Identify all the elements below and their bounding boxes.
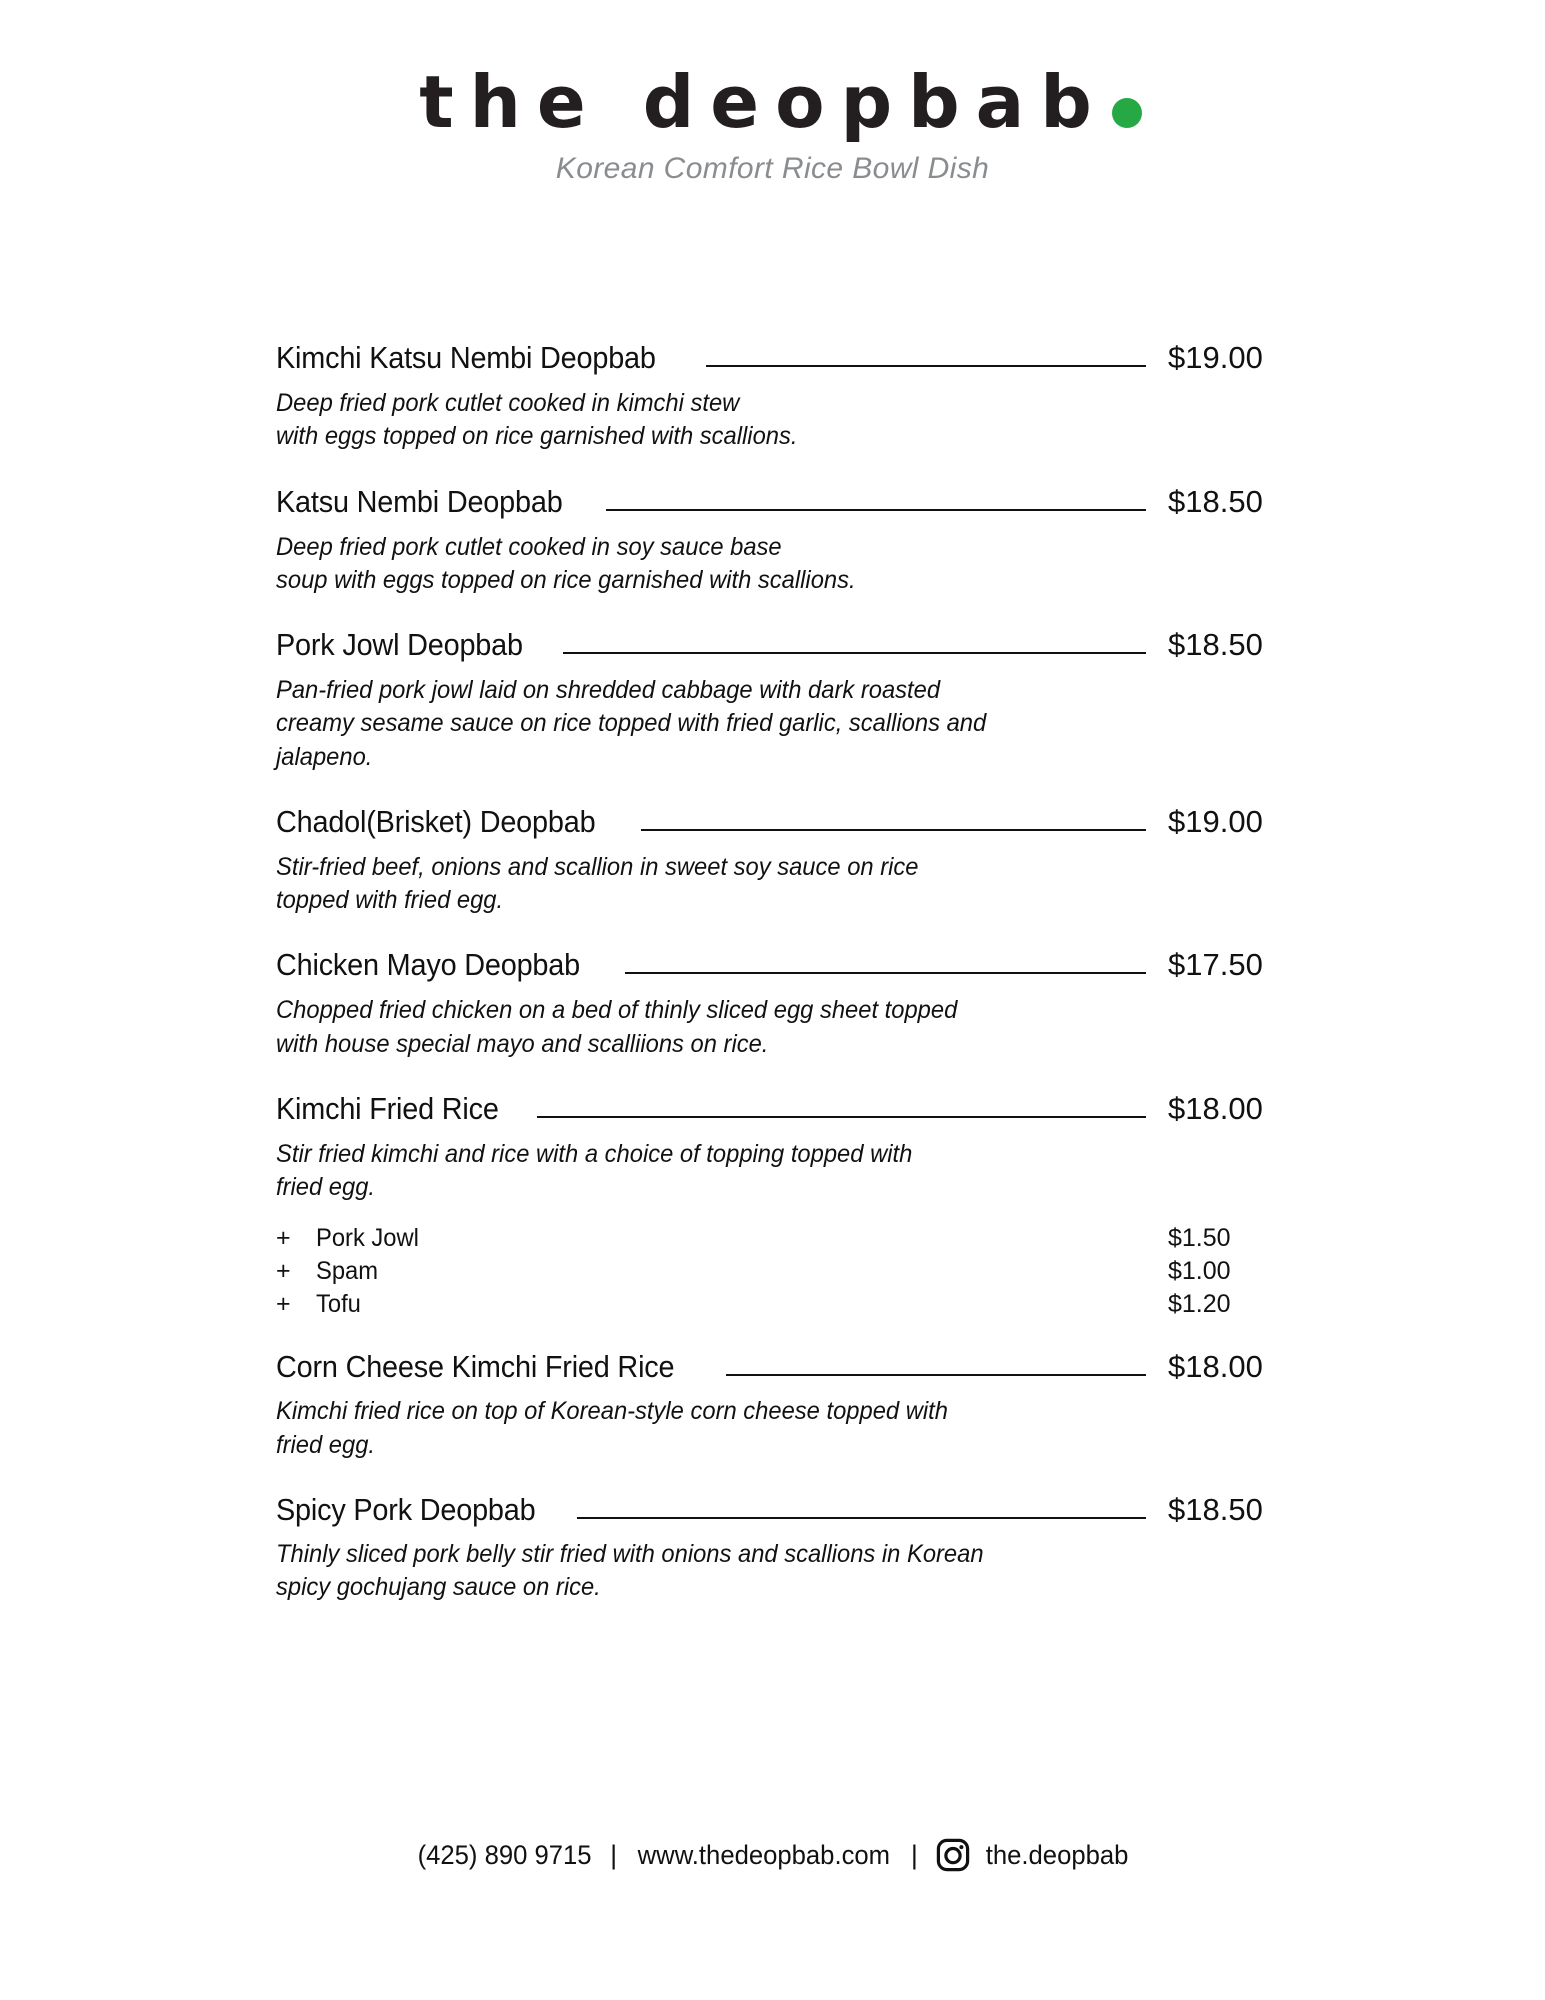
- description-line: Pan-fried pork jowl laid on shredded cabbage with dark roasted: [276, 676, 941, 704]
- addon-price: $1.00: [1168, 1257, 1231, 1286]
- leader-rule: [625, 972, 1146, 975]
- menu-item-price: $17.50: [1168, 947, 1263, 983]
- menu-item-price: $18.50: [1168, 1491, 1263, 1527]
- menu-item-name: Kimchi Katsu Nembi Deopbab: [276, 340, 656, 375]
- menu-item-header: [276, 1492, 1286, 1528]
- leader-rule: [606, 509, 1146, 512]
- addon-row: [276, 1257, 1286, 1286]
- leader-rule: [537, 1116, 1146, 1119]
- menu-item-header: [276, 947, 1286, 984]
- menu-item-name: Chicken Mayo Deopbab: [276, 947, 580, 983]
- description-line: soup with eggs topped on rice garnished with scallions.: [276, 565, 856, 594]
- menu-item-description: [276, 387, 1065, 454]
- menu-item-description: [276, 1138, 1065, 1205]
- description-line: spicy gochujang sauce on rice.: [276, 1573, 601, 1601]
- description-line: fried egg.: [276, 1173, 376, 1201]
- menu-item-name: Chadol(Brisket) Deopbab: [276, 803, 596, 839]
- menu-item: [276, 947, 1286, 1061]
- description-line: Thinly sliced pork belly stir fried with onions and scallions in Korean: [276, 1539, 984, 1568]
- menu-item-price: $18.50: [1168, 627, 1263, 662]
- menu-item-name: Katsu Nembi Deopbab: [276, 483, 563, 519]
- leader-rule: [577, 1517, 1146, 1520]
- addon-list: [276, 1224, 1286, 1319]
- leader-rule: [641, 829, 1146, 832]
- menu-item-name: Kimchi Fried Rice: [276, 1090, 499, 1126]
- leader-rule: [726, 1374, 1146, 1377]
- menu-item-price: $19.00: [1168, 340, 1263, 375]
- website-url[interactable]: www.thedeopbab.com: [637, 1839, 891, 1870]
- leader-rule: [563, 652, 1146, 655]
- menu-item: [276, 340, 1286, 454]
- menu-item-description: [276, 674, 1065, 774]
- addon-name: Tofu: [316, 1290, 361, 1319]
- menu-footer: [0, 1838, 1545, 1872]
- menu-item: [276, 484, 1286, 598]
- addon-plus-icon: +: [276, 1257, 291, 1286]
- brand-tagline: Korean Comfort Rice Bowl Dish: [555, 152, 990, 185]
- description-line: Stir-fried beef, onions and scallion in sweet soy sauce on rice: [276, 852, 919, 881]
- description-line: with house special mayo and scalliions on rice.: [276, 1029, 769, 1058]
- menu-item: [276, 627, 1286, 774]
- footer-separator: |: [910, 1839, 918, 1870]
- menu-item-price: $18.00: [1168, 1349, 1263, 1385]
- menu-item-description: [276, 1395, 1065, 1462]
- footer-separator: |: [610, 1839, 618, 1870]
- phone-number[interactable]: (425) 890 9715: [417, 1839, 592, 1870]
- menu-item-header: [276, 1349, 1286, 1385]
- menu-item-price: $18.50: [1168, 483, 1263, 519]
- description-line: fried egg.: [276, 1430, 376, 1459]
- description-line: topped with fried egg.: [276, 886, 504, 914]
- leader-rule: [706, 365, 1146, 368]
- addon-price: $1.20: [1168, 1290, 1231, 1319]
- description-line: Deep fried pork cutlet cooked in soy sauce base: [276, 532, 782, 561]
- logo-wordmark: the deopbab: [419, 60, 1108, 144]
- menu-item-description: [276, 531, 1065, 598]
- menu-item-price: $18.00: [1168, 1090, 1263, 1126]
- menu-item: [276, 804, 1286, 918]
- menu-item-header: [276, 627, 1286, 664]
- menu-item-description: [276, 994, 1065, 1061]
- menu-item-description: [276, 1538, 1065, 1605]
- menu-item: [276, 1091, 1286, 1320]
- addon-name: Pork Jowl: [316, 1224, 419, 1253]
- menu-item-header: [276, 1091, 1286, 1128]
- brand-logo: [0, 60, 1545, 144]
- menu-item-name: Pork Jowl Deopbab: [276, 627, 523, 662]
- menu-item-description: [276, 851, 1065, 918]
- addon-row: [276, 1290, 1286, 1319]
- menu-list: [276, 340, 1286, 1634]
- menu-item-header: [276, 804, 1286, 841]
- description-line: Chopped fried chicken on a bed of thinly sliced egg sheet topped: [276, 996, 958, 1025]
- addon-plus-icon: +: [276, 1290, 291, 1319]
- instagram-icon[interactable]: [936, 1838, 970, 1872]
- menu-header: [0, 0, 1545, 186]
- description-line: Kimchi fried rice on top of Korean-style corn cheese topped with: [276, 1397, 948, 1426]
- menu-item-name: Corn Cheese Kimchi Fried Rice: [276, 1349, 675, 1385]
- menu-item: [276, 1492, 1286, 1605]
- description-line: jalapeno.: [276, 742, 373, 771]
- addon-price: $1.50: [1168, 1224, 1231, 1253]
- addon-row: [276, 1224, 1286, 1253]
- menu-item: [276, 1349, 1286, 1462]
- instagram-handle[interactable]: the.deopbab: [985, 1839, 1129, 1870]
- logo-green-dot-icon: [1112, 98, 1142, 128]
- description-line: creamy sesame sauce on rice topped with fried garlic, scallions and: [276, 709, 987, 738]
- menu-item-header: [276, 340, 1286, 377]
- description-line: with eggs topped on rice garnished with scallions.: [276, 422, 798, 451]
- description-line: Stir fried kimchi and rice with a choice of topping topped with: [276, 1139, 913, 1168]
- menu-item-name: Spicy Pork Deopbab: [276, 1491, 536, 1527]
- menu-item-header: [276, 484, 1286, 521]
- addon-plus-icon: +: [276, 1224, 291, 1253]
- addon-name: Spam: [316, 1257, 379, 1286]
- description-line: Deep fried pork cutlet cooked in kimchi stew: [276, 389, 740, 417]
- menu-item-price: $19.00: [1168, 803, 1263, 839]
